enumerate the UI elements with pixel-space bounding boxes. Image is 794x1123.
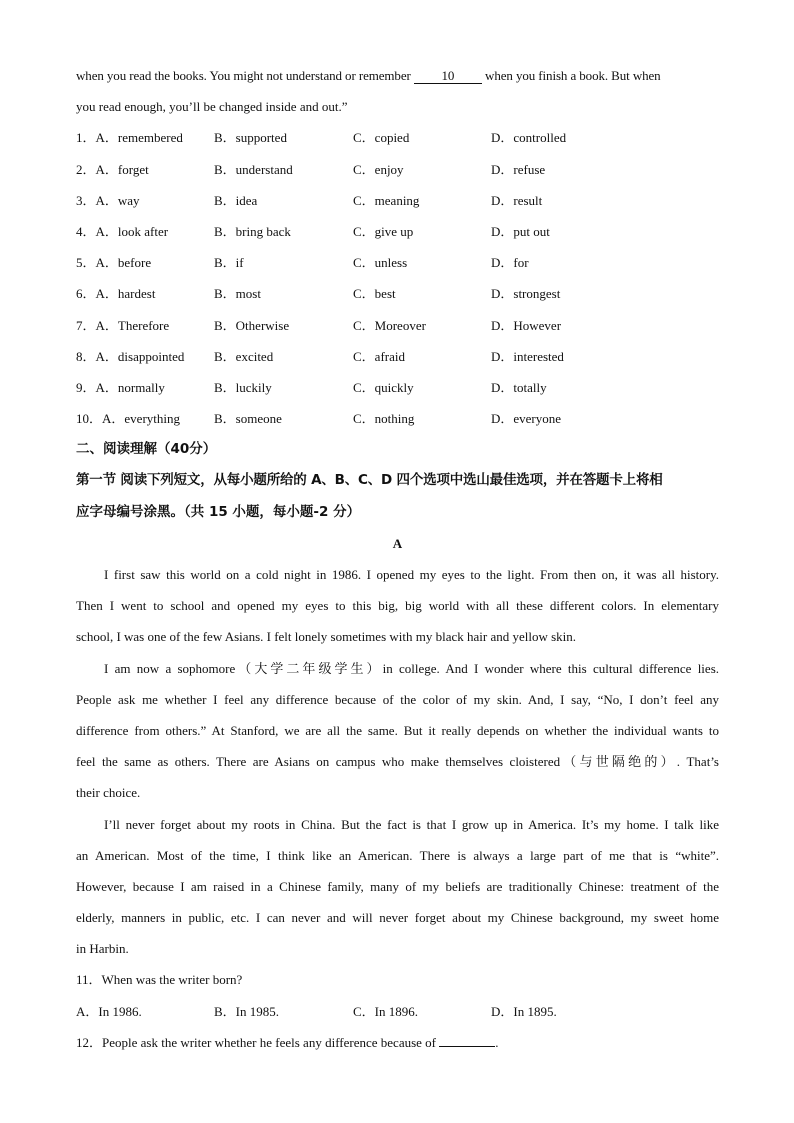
cloze-option-b: B．most bbox=[214, 286, 261, 302]
option-text: A．look after bbox=[95, 223, 169, 239]
option-text: A．everything bbox=[102, 411, 180, 427]
cloze-row bbox=[76, 185, 719, 216]
passage-line: I first saw this world on a cold night in 1986. I opened my eyes to the light. From then on, it was all history. bbox=[104, 567, 719, 582]
cloze-option-d: D．interested bbox=[491, 348, 564, 364]
question-number: 4． bbox=[76, 223, 96, 239]
cloze-row bbox=[76, 372, 719, 403]
passage-line: However, because I am raised in a Chinese family, many of my beliefs are traditionally Chinese: treatment of the bbox=[76, 878, 719, 894]
cloze-option-b: B．bring back bbox=[214, 223, 291, 239]
cloze-option-b: B．idea bbox=[214, 192, 258, 208]
cloze-option-a bbox=[76, 185, 214, 216]
cloze-row bbox=[76, 247, 719, 278]
cloze-row bbox=[76, 216, 719, 247]
question-12-stem bbox=[76, 1027, 719, 1058]
question-number: 1． bbox=[76, 130, 96, 146]
cloze-option-d: D．controlled bbox=[491, 130, 567, 146]
question-11-stem: 11．When was the writer born? bbox=[76, 972, 243, 988]
question-number: 5． bbox=[76, 255, 96, 271]
passage-line: I’ll never forget about my roots in China. But the fact is that I grow up in America. It’s my home. I talk like bbox=[104, 816, 719, 832]
question-number: 6． bbox=[76, 286, 96, 302]
cloze-option-a bbox=[76, 403, 214, 434]
passage-line: I am now a sophomore（大学二年级学生）in college. And I wonder where this cultural difference lies. bbox=[104, 660, 719, 676]
cloze-option-d: D．refuse bbox=[491, 161, 546, 177]
cloze-option-d: D．put out bbox=[491, 223, 550, 239]
cloze-row bbox=[76, 278, 719, 309]
cloze-option-d: D．totally bbox=[491, 379, 547, 395]
passage-line: feel the same as others. There are Asians on campus who make themselves cloistered（与世隔绝的）. That’s bbox=[76, 754, 719, 770]
cloze-option-d: D．for bbox=[491, 255, 529, 271]
passage-line: difference from others.” At Stanford, we are all the same. But it really depends on whether the individual wants to bbox=[76, 722, 719, 738]
cloze-option-c: C．unless bbox=[353, 255, 408, 271]
cloze-option-b: B．someone bbox=[214, 411, 282, 427]
cloze-row bbox=[76, 310, 719, 341]
intro-line-1 bbox=[76, 60, 719, 91]
question-number: 9． bbox=[76, 379, 96, 395]
cloze-option-c: C．Moreover bbox=[353, 317, 426, 333]
cloze-option-a bbox=[76, 341, 214, 372]
q11-option-b: B．In 1985. bbox=[214, 1003, 280, 1019]
cloze-option-d: D．result bbox=[491, 192, 543, 208]
cloze-option-a bbox=[76, 154, 214, 185]
cloze-option-d: D．everyone bbox=[491, 411, 562, 427]
passage-line: their choice. bbox=[76, 785, 141, 801]
cloze-option-b: B．understand bbox=[214, 161, 293, 177]
cloze-option-a bbox=[76, 247, 214, 278]
cloze-row bbox=[76, 341, 719, 372]
option-text: A．remembered bbox=[95, 130, 183, 146]
question-number: 3． bbox=[76, 192, 96, 208]
question-number: 8． bbox=[76, 348, 96, 364]
passage bbox=[76, 559, 719, 964]
passage-line: an American. Most of the time, I think like an American. There is always a large part of me that is “white”. bbox=[76, 847, 719, 863]
question-number: 10． bbox=[76, 411, 103, 427]
cloze-option-c: C．afraid bbox=[353, 348, 405, 364]
q11-option-c: C．In 1896. bbox=[353, 1003, 419, 1019]
cloze-option-b: B．luckily bbox=[214, 379, 272, 395]
option-text: A．normally bbox=[95, 379, 165, 395]
q12-blank bbox=[439, 1046, 495, 1047]
instructions-line-1: 第一节 阅读下列短文，从每小题所给的 A、B、C、D 四个选项中选山最佳选项，并在答题卡上将相 bbox=[76, 472, 663, 489]
intro-line-2: you read enough, you’ll be changed inside and out.” bbox=[76, 99, 348, 115]
q12-text: 12．People ask the writer whether he feels any difference because of bbox=[76, 1034, 440, 1050]
question-11-options bbox=[76, 996, 719, 1027]
option-text: A．Therefore bbox=[95, 317, 170, 333]
passage-label: A bbox=[392, 535, 403, 551]
cloze-option-a bbox=[76, 216, 214, 247]
passage-line: People ask me whether I feel any difference because of the color of my skin. And, I say, “No, I don’t feel any bbox=[76, 691, 719, 707]
blank-10: 10 bbox=[414, 69, 482, 84]
question-number: 7． bbox=[76, 317, 96, 333]
instructions-line-2: 应字母编号涂黑。（共 15 小题，每小题-2 分） bbox=[76, 503, 361, 520]
cloze-option-c: C．meaning bbox=[353, 192, 420, 208]
cloze-option-d: D．strongest bbox=[491, 286, 561, 302]
option-text: A．way bbox=[95, 192, 140, 208]
cloze-option-a bbox=[76, 310, 214, 341]
cloze-row bbox=[76, 122, 719, 153]
cloze-row bbox=[76, 403, 719, 434]
cloze-option-b: B．supported bbox=[214, 130, 287, 146]
option-text: A．forget bbox=[95, 161, 149, 177]
option-text: A．before bbox=[95, 255, 152, 271]
q11-option-a: A．In 1986. bbox=[76, 1003, 142, 1019]
cloze-option-c: C．quickly bbox=[353, 379, 414, 395]
cloze-option-c: C．copied bbox=[353, 130, 410, 146]
cloze-option-c: C．best bbox=[353, 286, 396, 302]
section-title: 二、阅读理解（40分） bbox=[76, 441, 217, 458]
question-number: 2． bbox=[76, 161, 96, 177]
cloze-options bbox=[76, 122, 719, 434]
passage-line: elderly, manners in public, etc. I can never and will never forget about my Chinese background, my sweet home bbox=[76, 910, 719, 926]
cloze-option-b: B．if bbox=[214, 255, 244, 271]
cloze-row bbox=[76, 154, 719, 185]
cloze-option-a bbox=[76, 122, 214, 153]
cloze-option-a bbox=[76, 372, 214, 403]
option-text: A．hardest bbox=[95, 286, 156, 302]
q11-option-d: D．In 1895. bbox=[491, 1003, 557, 1019]
cloze-option-b: B．excited bbox=[214, 348, 274, 364]
q12-end: . bbox=[495, 1034, 499, 1050]
cloze-option-c: C．nothing bbox=[353, 411, 415, 427]
cloze-option-b: B．Otherwise bbox=[214, 317, 290, 333]
cloze-option-d: D．However bbox=[491, 317, 562, 333]
intro-text-post: when you finish a book. But when bbox=[481, 68, 661, 83]
exam-page bbox=[76, 60, 719, 1058]
cloze-option-a bbox=[76, 278, 214, 309]
option-text: A．disappointed bbox=[95, 348, 185, 364]
intro-text-pre: when you read the books. You might not understand or remember bbox=[76, 68, 414, 83]
passage-line: school, I was one of the few Asians. I felt lonely sometimes with my black hair and yellow skin. bbox=[76, 629, 577, 645]
cloze-option-c: C．give up bbox=[353, 223, 414, 239]
cloze-option-c: C．enjoy bbox=[353, 161, 404, 177]
passage-line: Then I went to school and opened my eyes to this big, big world with all these different colors. In elementary bbox=[76, 598, 719, 614]
passage-line: in Harbin. bbox=[76, 941, 129, 957]
